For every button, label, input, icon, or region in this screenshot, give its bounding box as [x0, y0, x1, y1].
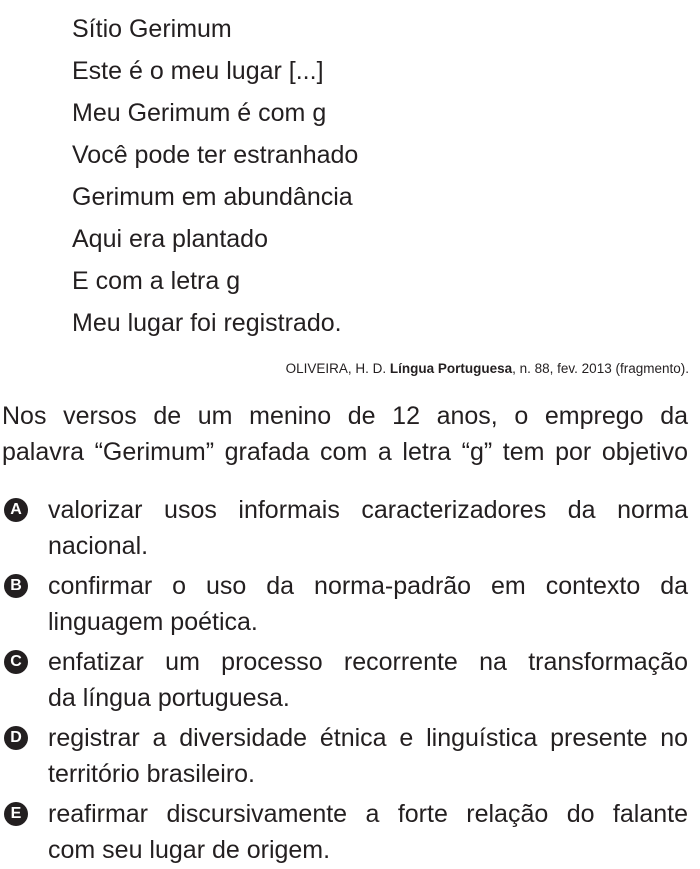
option-text [48, 492, 688, 564]
question-line: palavra “Gerimum” grafada com a letra “g” tem por objetivo [2, 438, 688, 466]
option-line: nacional. [48, 532, 149, 560]
option-line: valorizar usos informais caracterizadores da norma [48, 496, 688, 524]
poem-line: Você pode ter estranhado [72, 141, 359, 169]
poem-line: Meu lugar foi registrado. [72, 309, 342, 337]
option-letter-badge: D [4, 726, 28, 750]
poem-line: E com a letra g [72, 267, 241, 295]
option-letter-badge: A [4, 498, 28, 522]
poem-line: Aqui era plantado [72, 225, 268, 253]
option-letter-badge: E [4, 802, 28, 826]
option-line: com seu lugar de origem. [48, 836, 331, 864]
poem-line: Este é o meu lugar [...] [72, 57, 324, 85]
poem-line: Gerimum em abundância [72, 183, 353, 211]
option-line: da língua portuguesa. [48, 684, 290, 712]
question-line: Nos versos de um menino de 12 anos, o emprego da [2, 402, 688, 430]
poem [72, 8, 358, 344]
option-line: registrar a diversidade étnica e linguística presente no [48, 724, 688, 752]
option-line: enfatizar um processo recorrente na transformação [48, 648, 688, 676]
poem-line: Sítio Gerimum [72, 15, 232, 43]
option-text [48, 644, 688, 716]
citation-author: OLIVEIRA, H. D. [285, 361, 390, 376]
option-line: reafirmar discursivamente a forte relação do falante [48, 800, 688, 828]
source-citation [286, 361, 689, 376]
option-text [48, 796, 688, 868]
option-text [48, 568, 688, 640]
citation-work: Língua Portuguesa [389, 361, 513, 376]
option-letter-badge: B [4, 574, 28, 598]
option-line: linguagem poética. [48, 608, 258, 636]
option-line: território brasileiro. [48, 760, 256, 788]
option-letter-badge: C [4, 650, 28, 674]
option-line: confirmar o uso da norma-padrão em contexto da [48, 572, 688, 600]
option-text [48, 720, 688, 792]
citation-details: , n. 88, fev. 2013 (fragmento). [512, 361, 689, 376]
question-stem [2, 398, 688, 470]
poem-line: Meu Gerimum é com g [72, 99, 327, 127]
